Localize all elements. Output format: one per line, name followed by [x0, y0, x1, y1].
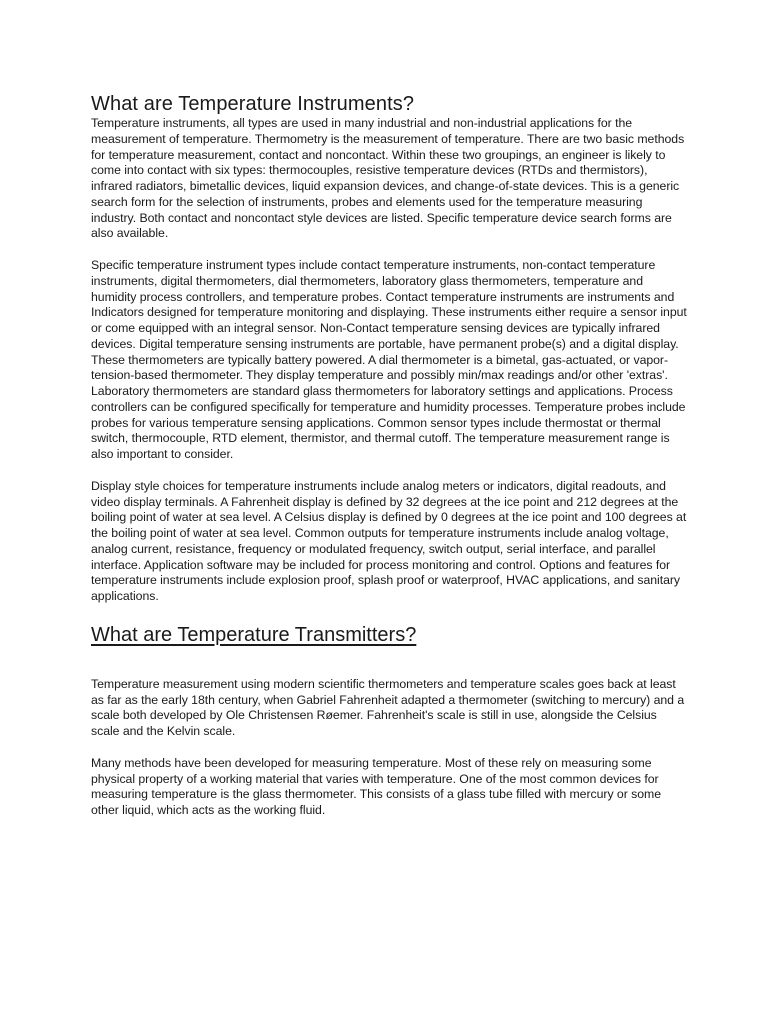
section-heading-instruments: What are Temperature Instruments?	[91, 93, 415, 115]
paragraph-transmitters-history: Temperature measurement using modern scientific thermometers and temperature scales goes back at least as far as the early 18th century, when Gabriel Fahrenheit adapted a thermometer (switching to mercury) and a scale both developed by Ole Christensen Røemer. Fahrenheit's scale is still in use, alongside the Celsius scale and the Kelvin scale.	[91, 676, 685, 738]
paragraph-display-styles: Display style choices for temperature instruments include analog meters or indicators, digital readouts, and video display terminals. A Fahrenheit display is defined by 32 degrees at the ice point and 212 degrees at the boiling point of water at sea level. A Celsius display is defined by 0 degrees at the ice point and 100 degrees at the boiling point of water at sea level. Common outputs for temperature instruments include analog voltage, analog current, resistance, frequency or modulated frequency, switch output, serial interface, and parallel interface. Application software may be included for process monitoring and control. Options and features for temperature instruments include explosion proof, splash proof or waterproof, HVAC applications, and sanitary applications.	[91, 478, 687, 603]
document-page	[91, 92, 687, 819]
section-heading-transmitters: What are Temperature Transmitters?	[91, 623, 417, 646]
paragraph-instruments-intro: Temperature instruments, all types are used in many industrial and non-industrial applications for the measurement of temperature. Thermometry is the measurement of temperature. There are two basic methods for temperature measurement, contact and noncontact. Within these two groupings, an engineer is likely to come into contact with six types: thermocouples, resistive temperature devices (RTDs and thermistors), infrared radiators, bimetallic devices, liquid expansion devices, and change-of-state devices. This is a generic search form for the selection of instruments, probes and elements used for the temperature measuring industry. Both contact and noncontact style devices are listed. Specific temperature device search forms are also available.	[91, 116, 685, 241]
paragraph-measurement-methods: Many methods have been developed for measuring temperature. Most of these rely on measuring some physical property of a working material that varies with temperature. One of the most common devices for measuring temperature is the glass thermometer. This consists of a glass tube filled with mercury or some other liquid, which acts as the working fluid.	[91, 755, 661, 817]
paragraph-instrument-types: Specific temperature instrument types include contact temperature instruments, non-contact temperature instruments, digital thermometers, dial thermometers, laboratory glass thermometers, temperature and humidity process controllers, and temperature probes. Contact temperature instruments are instruments and Indicators designed for temperature monitoring and displaying. These instruments either require a sensor input or come equipped with an integral sensor. Non-Contact temperature sensing devices are typically infrared devices. Digital temperature sensing instruments are portable, have permanent probe(s) and a digital display. These thermometers are typically battery powered. A dial thermometer is a bimetal, gas-actuated, or vapor-tension-based thermometer. They display temperature and possibly min/max readings and/or other 'extras'. Laboratory thermometers are standard glass thermometers for laboratory settings and applications. Process controllers can be configured specifically for temperature and humidity processes. Temperature probes include probes for various temperature sensing applications. Common sensor types include thermostat or thermal switch, thermocouple, RTD element, thermistor, and thermal cutoff. The temperature measurement range is also important to consider.	[91, 258, 687, 461]
